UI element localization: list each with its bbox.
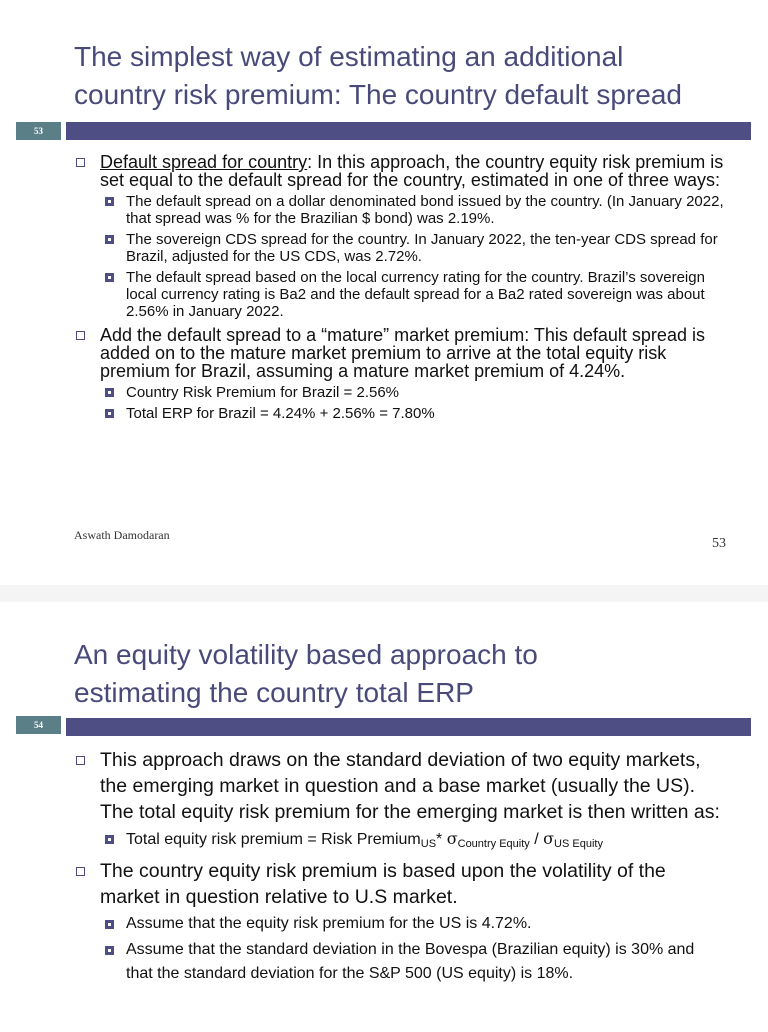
sub-bullet-text: The default spread on a dollar denominated bond issued by the country. (In January 2022, that spread was % for the Brazilian $ bond) was 2.19%. — [126, 193, 724, 227]
sub-bullet-list — [74, 384, 724, 422]
sub-bullet-list — [74, 827, 724, 856]
bullet-add-default-spread — [74, 326, 724, 422]
hollow-square-bullet-icon — [76, 331, 85, 340]
slide-54 — [0, 602, 768, 1032]
slide-number-badge: 54 — [16, 716, 61, 734]
bullet-label: Default spread for country — [100, 152, 308, 172]
filled-square-bullet-icon — [105, 197, 114, 206]
formula-star: * — [436, 831, 447, 848]
filled-square-bullet-icon — [105, 235, 114, 244]
filled-square-bullet-icon — [105, 273, 114, 282]
sub-bullet — [100, 912, 724, 936]
footer-page-number: 53 — [712, 536, 726, 551]
sub-bullet-formula — [100, 827, 724, 856]
sub-bullet-text: Assume that the standard deviation in the Bovespa (Brazilian equity) is 30% and that the standard deviation for the S&P 500 (US equity) is 18%. — [126, 941, 695, 982]
sub-bullet-text: The sovereign CDS spread for the country. In January 2022, the ten-year CDS spread for Brazil, adjusted for the US CDS, was 2.72%. — [126, 231, 718, 265]
sub-bullet — [100, 193, 724, 227]
hollow-square-bullet-icon — [76, 867, 85, 876]
bullet-list — [74, 153, 724, 422]
bullet-relative-volatility — [74, 858, 724, 986]
footer-author: Aswath Damodaran — [74, 528, 170, 542]
slide-number-badge: 53 — [16, 122, 61, 140]
filled-square-bullet-icon — [105, 409, 114, 418]
bullet-equity-volatility — [74, 747, 724, 856]
sub-bullet — [100, 231, 724, 265]
bullet-text: Add the default spread to a “mature” market premium: This default spread is added on to the mature market premium to arrive at the total equity risk premium for Brazil, assuming a mature market premium of 4.24%. — [100, 325, 705, 381]
title-line-1: The simplest way of estimating an additional — [74, 41, 624, 72]
sub-bullet-list — [74, 912, 724, 986]
bullet-list — [74, 747, 724, 986]
title-bar — [66, 718, 751, 736]
bullet-text: The country equity risk premium is based upon the volatility of the market in question relative to U.S market. — [100, 860, 666, 908]
sub-bullet-text: The default spread based on the local currency rating for the country. Brazil’s sovereign local currency rating is Ba2 and the default spread for a Ba2 rated sovereign was about 2.56% in January 2022. — [126, 269, 705, 320]
filled-square-bullet-icon — [105, 946, 114, 955]
formula-sub-usequity: US Equity — [554, 838, 603, 850]
hollow-square-bullet-icon — [76, 158, 85, 167]
bullet-text: : In this approach, the country equity risk premium is set equal to the default spread for the country, estimated in one of three ways: — [100, 152, 724, 190]
hollow-square-bullet-icon — [76, 756, 85, 765]
sub-bullet — [100, 269, 724, 320]
sigma-symbol: σ — [446, 829, 458, 848]
sub-bullet — [100, 405, 724, 422]
slide-title — [74, 636, 744, 712]
title-line-2: country risk premium: The country default spread — [74, 79, 682, 110]
formula-sub-country: Country Equity — [457, 838, 530, 850]
sigma-symbol: σ — [543, 829, 555, 848]
slide-title — [74, 38, 744, 114]
title-line-1: An equity volatility based approach to — [74, 639, 538, 670]
formula-sub-us: US — [420, 838, 437, 850]
sub-bullet-text: Country Risk Premium for Brazil = 2.56% — [126, 384, 400, 401]
sub-bullet — [100, 384, 724, 401]
formula-prefix: Total equity risk premium = Risk Premium — [126, 831, 421, 848]
formula-slash: / — [529, 831, 544, 848]
sub-bullet-list — [74, 193, 724, 320]
title-bar — [66, 122, 751, 140]
sub-bullet-text: Total ERP for Brazil = 4.24% + 2.56% = 7.80% — [126, 405, 435, 422]
title-line-2: estimating the country total ERP — [74, 677, 474, 708]
filled-square-bullet-icon — [105, 920, 114, 929]
filled-square-bullet-icon — [105, 835, 114, 844]
sub-bullet-text: Assume that the equity risk premium for the US is 4.72%. — [126, 915, 532, 932]
bullet-default-spread — [74, 153, 724, 320]
sub-bullet — [100, 938, 724, 986]
bullet-text: This approach draws on the standard deviation of two equity markets, the emerging market in question and a base market (usually the US). The total equity risk premium for the emerging market is then written as: — [100, 749, 720, 823]
filled-square-bullet-icon — [105, 388, 114, 397]
slide-divider — [0, 585, 768, 602]
